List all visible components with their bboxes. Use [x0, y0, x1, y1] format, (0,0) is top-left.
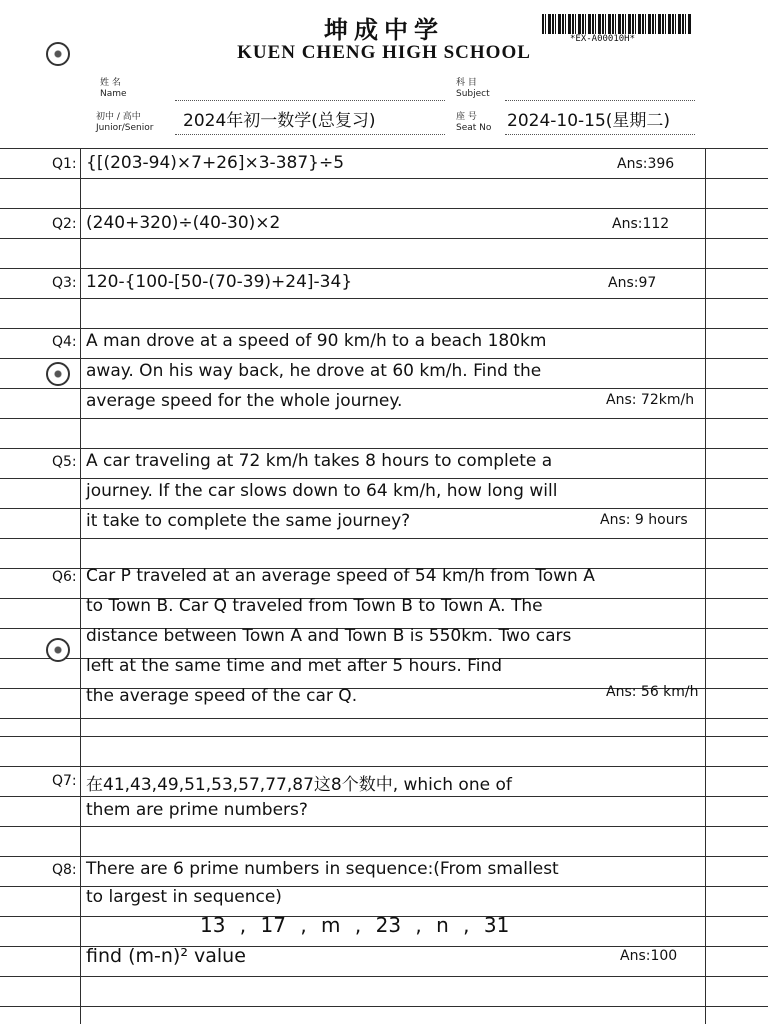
question-label-q3: Q3:: [52, 275, 77, 291]
level-label-cn: 初中 / 高中: [96, 112, 141, 122]
subject-label-en: Subject: [456, 89, 490, 99]
question-label-q2: Q2:: [52, 216, 77, 232]
rule-line: [0, 268, 768, 269]
question-label-q8: Q8:: [52, 862, 77, 878]
rule-line: [0, 1006, 768, 1007]
rule-line: [0, 736, 768, 737]
question-q5-line: it take to complete the same journey?: [86, 511, 411, 531]
rule-line: [0, 976, 768, 977]
rule-line: [0, 148, 768, 149]
rule-line: [0, 388, 768, 389]
rule-line: [0, 178, 768, 179]
rule-line: [0, 208, 768, 209]
rule-line: [0, 358, 768, 359]
level-label: [96, 112, 153, 134]
question-q4-line: away. On his way back, he drove at 60 km/h. Find the: [86, 361, 542, 381]
level-value: 2024年初一数学(总复习): [183, 111, 376, 131]
question-q8-line: There are 6 prime numbers in sequence:(From smallest: [86, 859, 559, 879]
barcode-icon: [542, 14, 692, 34]
question-q8-sequence: 13 , 17 , m , 23 , n , 31: [200, 913, 510, 937]
binder-hole-icon: [46, 362, 70, 386]
rule-line: [0, 238, 768, 239]
question-q8-line: to largest in sequence): [86, 887, 282, 907]
question-q5-line: A car traveling at 72 km/h takes 8 hours to complete a: [86, 451, 553, 471]
question-label-q6: Q6:: [52, 569, 77, 585]
seat-label-en: Seat No: [456, 123, 492, 133]
subject-field: [505, 100, 695, 102]
answer-q3: Ans:97: [608, 275, 657, 291]
school-name-en: KUEN CHENG HIGH SCHOOL: [237, 42, 531, 63]
rule-line: [0, 538, 768, 539]
subject-label: [456, 78, 490, 100]
question-q4-line: A man drove at a speed of 90 km/h to a beach 180km: [86, 331, 547, 351]
seat-label: [456, 112, 491, 134]
rule-line: [0, 718, 768, 719]
question-q8-line: find (m-n)² value: [86, 945, 246, 967]
answer-q4: Ans: 72km/h: [606, 392, 695, 408]
name-label-en: Name: [100, 89, 127, 99]
question-q7-line: 在41,43,49,51,53,57,77,87这8个数中, which one of: [86, 775, 512, 795]
question-q6-line: distance between Town A and Town B is 550km. Two cars: [86, 626, 572, 646]
rule-line: [0, 328, 768, 329]
seat-label-cn: 座 号: [456, 112, 477, 122]
margin-line-right: [705, 148, 706, 1024]
question-q6-line: left at the same time and met after 5 hours. Find: [86, 656, 502, 676]
rule-line: [0, 298, 768, 299]
rule-line: [0, 478, 768, 479]
question-q6-line: the average speed of the car Q.: [86, 686, 358, 706]
question-q1-line: {[(203-94)×7+26]×3-387}÷5: [86, 153, 345, 173]
question-label-q5: Q5:: [52, 454, 77, 470]
rule-line: [0, 826, 768, 827]
question-label-q4: Q4:: [52, 334, 77, 350]
question-label-q7: Q7:: [52, 773, 77, 789]
name-label-cn: 姓 名: [100, 78, 121, 88]
level-label-en: Junior/Senior: [96, 123, 154, 133]
seat-field: [505, 134, 695, 136]
answer-q8: Ans:100: [620, 948, 678, 964]
binder-hole-icon: [46, 638, 70, 662]
question-q2-line: (240+320)÷(40-30)×2: [86, 213, 281, 233]
answer-q2: Ans:112: [612, 216, 670, 232]
level-field: [175, 134, 445, 136]
question-q3-line: 120-{100-[50-(70-39)+24]-34}: [86, 272, 353, 292]
name-label: [100, 78, 127, 100]
rule-line: [0, 796, 768, 797]
rule-line: [0, 856, 768, 857]
question-q4-line: average speed for the whole journey.: [86, 391, 403, 411]
barcode-text: *EX-A00010H*: [570, 34, 636, 44]
rule-line: [0, 418, 768, 419]
rule-line: [0, 448, 768, 449]
question-q6-line: Car P traveled at an average speed of 54 km/h from Town A: [86, 566, 595, 586]
seat-value: 2024-10-15(星期二): [507, 111, 671, 131]
question-q5-line: journey. If the car slows down to 64 km/h, how long will: [86, 481, 558, 501]
question-q6-line: to Town B. Car Q traveled from Town B to Town A. The: [86, 596, 543, 616]
answer-q6: Ans: 56 km/h: [606, 684, 699, 700]
name-field: [175, 100, 445, 102]
answer-q5: Ans: 9 hours: [600, 512, 688, 528]
answer-q1: Ans:396: [617, 156, 675, 172]
school-name-cn: 坤成中学: [324, 15, 444, 44]
question-q7-line: them are prime numbers?: [86, 800, 308, 820]
rule-line: [0, 508, 768, 509]
subject-label-cn: 科 目: [456, 78, 477, 88]
question-label-q1: Q1:: [52, 156, 77, 172]
rule-line: [0, 766, 768, 767]
